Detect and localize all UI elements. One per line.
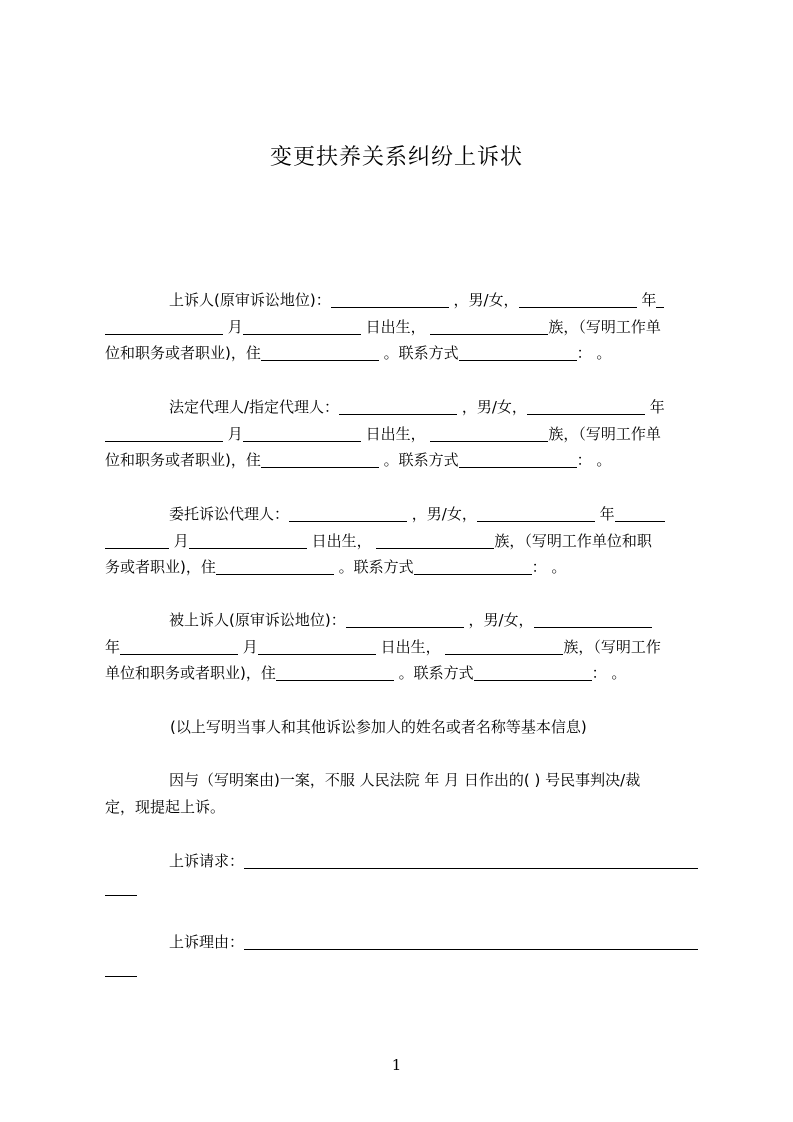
appellant-contact-blank[interactable] [459, 345, 577, 361]
appellee-address-blank[interactable] [276, 665, 394, 681]
request-paragraph [105, 848, 700, 901]
appellee-gender-blank[interactable] [534, 612, 652, 628]
entrusted-agent-month-blank[interactable] [189, 533, 307, 549]
parties-note: (以上写明当事人和其他诉讼参加人的姓名或者名称等基本信息) [170, 718, 587, 736]
entrusted-agent-name-blank[interactable] [289, 506, 407, 522]
entrusted-agent-year-cont-blank[interactable] [105, 533, 169, 549]
appellant-name-blank[interactable] [331, 292, 449, 308]
reason-label: 上诉理由： [169, 933, 245, 951]
cause-line-2: 定，现提起上诉。 [105, 797, 226, 816]
cause-line-1: 因与（写明案由)一案，不服 人民法院 年 月 日作出的( ) 号民事判决/裁 [169, 771, 641, 789]
appellant-paragraph: 上诉人(原审诉讼地位)： ，男/女， 年 月 日出生， 族，（写明工作单 位和职务或者职业)，住 。联系方式 ： 。 [105, 287, 700, 367]
legal-agent-name-blank[interactable] [339, 399, 457, 415]
request-blank[interactable] [244, 853, 698, 869]
request-label: 上诉请求： [169, 852, 245, 870]
legal-agent-paragraph: 法定代理人/指定代理人： ，男/女， 年 月 日出生， 族，（写明工作单 位和职务或者职业)，住 。联系方式 ： 。 [105, 398, 665, 469]
entrusted-agent-address-blank[interactable] [216, 559, 334, 575]
appellant-year-blank[interactable] [656, 292, 664, 308]
document-title: 变更扶养关系纠纷上诉状 [269, 145, 523, 170]
cause-paragraph [105, 767, 700, 820]
entrusted-agent-year-blank[interactable] [615, 506, 665, 522]
entrusted-agent-gender-blank[interactable] [477, 506, 595, 522]
legal-agent-ethnicity-blank[interactable] [430, 426, 548, 442]
request-blank-cont[interactable] [105, 880, 137, 896]
legal-agent-gender-blank[interactable] [527, 399, 645, 415]
appellant-gender-blank[interactable] [519, 292, 637, 308]
appellee-contact-blank[interactable] [474, 665, 592, 681]
legal-agent-month-blank[interactable] [243, 426, 361, 442]
appellee-name-blank[interactable] [346, 612, 464, 628]
page-number: 1 [391, 1056, 402, 1074]
appellant-month-blank[interactable] [243, 319, 361, 335]
entrusted-agent-paragraph: 委托诉讼代理人： ，男/女， 年 月 日出生， 族，（写明工作单位和职 务或者职业)，住 。联系方式 ： 。 [105, 501, 700, 581]
legal-agent-address-blank[interactable] [261, 452, 379, 468]
appellee-paragraph: 被上诉人(原审诉讼地位)： ，男/女， 年 月 日出生， 族，（写明工作 单位和职务或者职业)，住 。联系方式 ： 。 [105, 611, 661, 682]
entrusted-agent-contact-blank[interactable] [414, 559, 532, 575]
legal-agent-contact-blank[interactable] [459, 452, 577, 468]
appellant-year-cont-blank[interactable] [105, 319, 223, 335]
appellee-year-blank[interactable] [120, 639, 238, 655]
legal-agent-year-blank[interactable] [105, 426, 223, 442]
appellant-address-blank[interactable] [261, 345, 379, 361]
reason-blank[interactable] [244, 934, 698, 950]
appellee-month-blank[interactable] [258, 639, 376, 655]
entrusted-agent-ethnicity-blank[interactable] [376, 533, 494, 549]
appellee-ethnicity-blank[interactable] [445, 639, 563, 655]
appellant-ethnicity-blank[interactable] [430, 319, 548, 335]
reason-paragraph [105, 929, 700, 982]
reason-blank-cont[interactable] [105, 961, 137, 977]
